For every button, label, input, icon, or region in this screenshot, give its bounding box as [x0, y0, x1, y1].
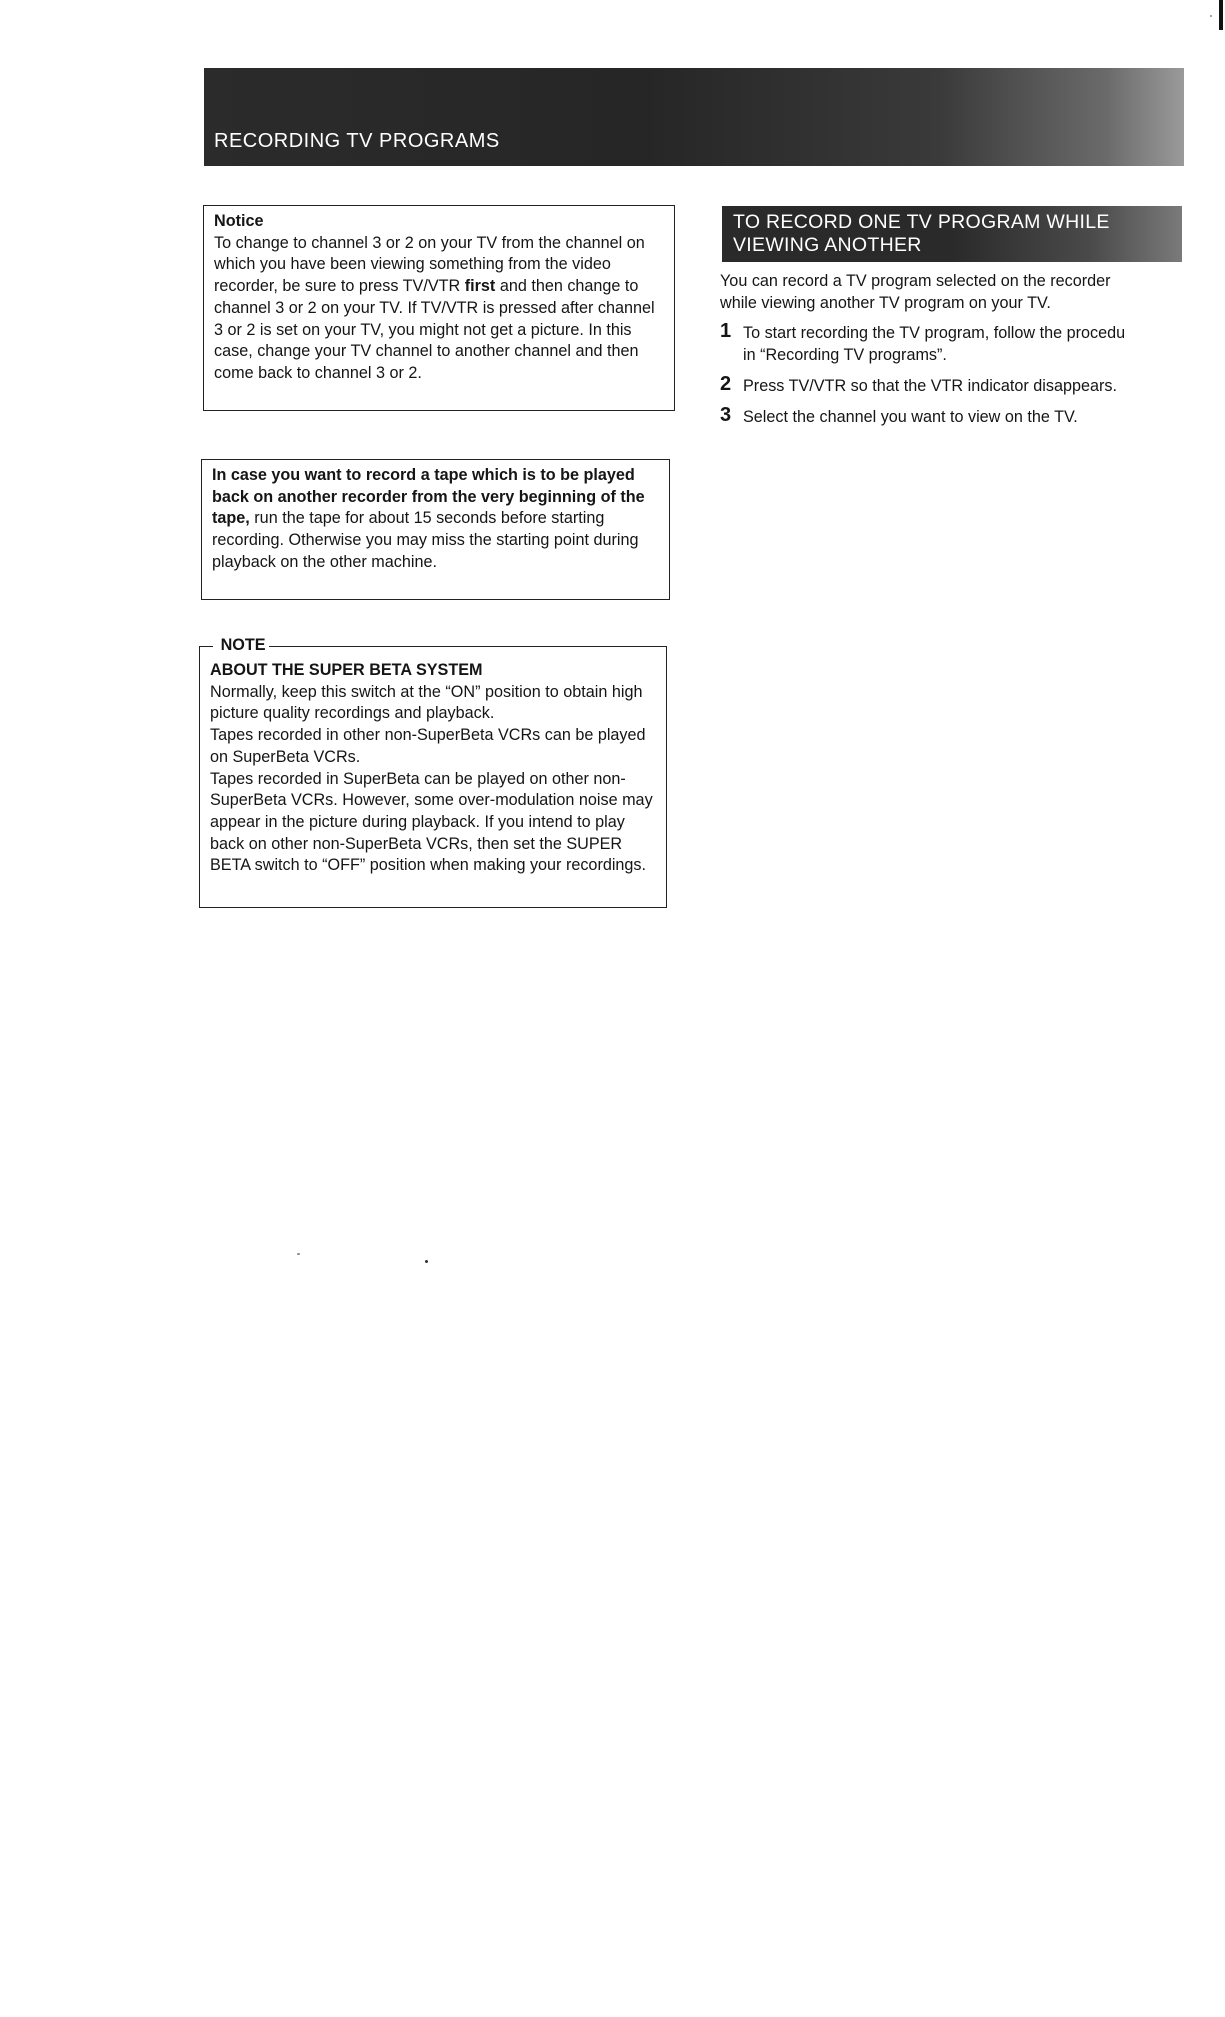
intro-line: You can record a TV program selected on the recorder: [720, 272, 1111, 290]
subsection-title: TO RECORD ONE TV PROGRAM WHILE VIEWING ANOTHER: [733, 211, 1110, 256]
section-title: RECORDING TV PROGRAMS: [214, 130, 500, 152]
step-line: Press TV/VTR so that the VTR indicator disappears.: [743, 377, 1117, 395]
notice-heading: Notice: [214, 212, 264, 230]
step-number: 3: [720, 404, 732, 426]
scan-speck: [1210, 15, 1212, 17]
record-while-viewing-section: [720, 270, 1225, 437]
notice-text-bold: first: [464, 277, 496, 296]
step-item: [720, 322, 1225, 366]
step-item: [720, 406, 1225, 428]
tape-note-bold: In case you want to record a tape which is to be played back on another recorder from the very beginning of the tape,: [212, 466, 645, 528]
note-border-left: [199, 646, 213, 647]
note-border-right: [269, 646, 668, 647]
note-paragraph: Tapes recorded in other non-SuperBeta VCRs can be played on SuperBeta VCRs.: [210, 726, 646, 766]
steps-list: [720, 322, 1225, 428]
tape-note-box: [201, 459, 670, 600]
section-header-bar: [204, 68, 1184, 166]
step-number: 1: [720, 320, 732, 342]
scan-speck: [425, 1260, 428, 1263]
intro-text: [720, 270, 1225, 314]
step-item: [720, 375, 1225, 397]
notice-text: [214, 233, 664, 385]
super-beta-note-box: [199, 636, 667, 908]
subsection-header-bar: [722, 206, 1182, 262]
step-line: Select the channel you want to view on the TV.: [743, 408, 1078, 426]
step-line: in “Recording TV programs”.: [743, 346, 947, 364]
notice-text-after: and then change to channel 3 or 2 on your TV. If TV/VTR is pressed after channel 3 or 2 is set on your TV, you might not get a picture. In this case, change your TV channel to another channel and then come back to channel 3 or 2.: [214, 277, 655, 382]
step-number: 2: [720, 373, 732, 395]
scan-speck: [297, 1253, 300, 1255]
note-paragraph: Normally, keep this switch at the “ON” position to obtain high picture quality recordings and playback.: [210, 682, 643, 723]
notice-text-before: To change to channel 3 or 2 on your TV from the channel on which you have been viewing something from the video recorder, be sure to press TV/VTR: [214, 233, 645, 296]
notice-box: [203, 205, 675, 411]
tape-note-body: run the tape for about 15 seconds before starting recording. Otherwise you may miss the starting point during playback on the other machine.: [212, 509, 639, 571]
tape-note-text: [212, 465, 659, 574]
page-edge-marker: [1219, 0, 1223, 30]
note-label: NOTE: [221, 635, 266, 657]
intro-line: while viewing another TV program on your TV.: [720, 294, 1051, 312]
note-heading: ABOUT THE SUPER BETA SYSTEM: [210, 661, 483, 679]
step-line: To start recording the TV program, follow the procedu: [743, 324, 1126, 342]
note-paragraph: Tapes recorded in SuperBeta can be played on other non-SuperBeta VCRs. However, some over-modulation noise may appear in the picture during playback. If you intend to play back on other non-SuperBeta VCRs, then set the SUPER BETA switch to “OFF” position when making your recordings.: [210, 769, 653, 875]
